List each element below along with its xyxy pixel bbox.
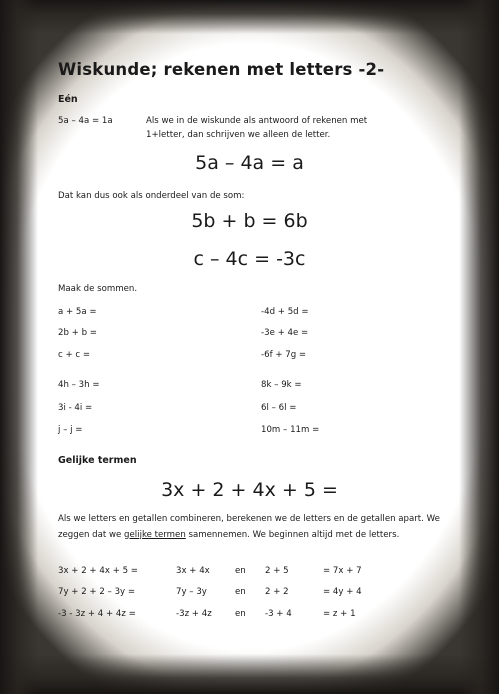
worked-numbers: -3 + 4: [265, 609, 292, 619]
exercise-item: j – j =: [58, 425, 83, 435]
exercise-item: 6l – 6l =: [261, 403, 297, 413]
explanation-paragraph: [58, 512, 443, 543]
worked-result: = z + 1: [323, 609, 356, 619]
worked-letters: -3z + 4z: [176, 609, 212, 619]
worked-result: = 7x + 7: [323, 566, 362, 576]
section-heading-gelijke-termen: Gelijke termen: [58, 455, 137, 466]
worked-expression: 7y + 2 + 2 – 3y =: [58, 587, 136, 597]
exercise-item: 10m – 11m =: [261, 425, 320, 435]
worked-expression: -3 - 3z + 4 + 4z =: [58, 609, 136, 619]
exercise-item: -3e + 4e =: [261, 328, 309, 338]
exercise-item: -4d + 5d =: [261, 307, 309, 317]
worked-numbers: 2 + 5: [265, 566, 289, 576]
example-expression: 5a – 4a = 1a: [58, 116, 113, 126]
worked-letters: 7y – 3y: [176, 587, 207, 597]
exercise-item: 3i - 4i =: [58, 403, 93, 413]
exercise-item: -6f + 7g =: [261, 350, 307, 360]
worked-result: = 4y + 4: [323, 587, 362, 597]
formula-3: c – 4c = -3c: [193, 248, 306, 270]
worked-letters: 3x + 4x: [176, 566, 210, 576]
worked-expression: 3x + 2 + 4x + 5 =: [58, 566, 138, 576]
exercise-item: 2b + b =: [58, 328, 97, 338]
worked-en: en: [235, 587, 246, 597]
worked-en: en: [235, 566, 246, 576]
exercises-intro: Maak de sommen.: [58, 284, 138, 294]
exercise-item: 8k – 9k =: [261, 380, 302, 390]
paragraph-text: Als we letters en getallen combineren, berekenen we de letters en de getallen apart. We zeggen dat we: [58, 514, 440, 540]
explanation-line-1: Als we in de wiskunde als antwoord of rekenen met: [146, 116, 368, 126]
exercise-item: c + c =: [58, 350, 91, 360]
worked-numbers: 2 + 2: [265, 587, 289, 597]
section-heading-een: Eén: [58, 94, 78, 105]
note-text: Dat kan dus ook als onderdeel van de som:: [58, 191, 245, 201]
exercise-item: a + 5a =: [58, 307, 97, 317]
explanation-line-2: 1+letter, dan schrijven we alleen de letter.: [146, 130, 331, 140]
paragraph-text: samennemen. We beginnen altijd met de letters.: [185, 529, 400, 540]
formula-1: 5a – 4a = a: [195, 152, 304, 174]
worked-en: en: [235, 609, 246, 619]
formula-2: 5b + b = 6b: [191, 210, 308, 232]
page-title: Wiskunde; rekenen met letters -2-: [58, 60, 385, 79]
formula-gelijke-termen: 3x + 2 + 4x + 5 =: [161, 479, 338, 501]
underlined-term: gelijke termen: [124, 529, 186, 540]
exercise-item: 4h – 3h =: [58, 380, 100, 390]
